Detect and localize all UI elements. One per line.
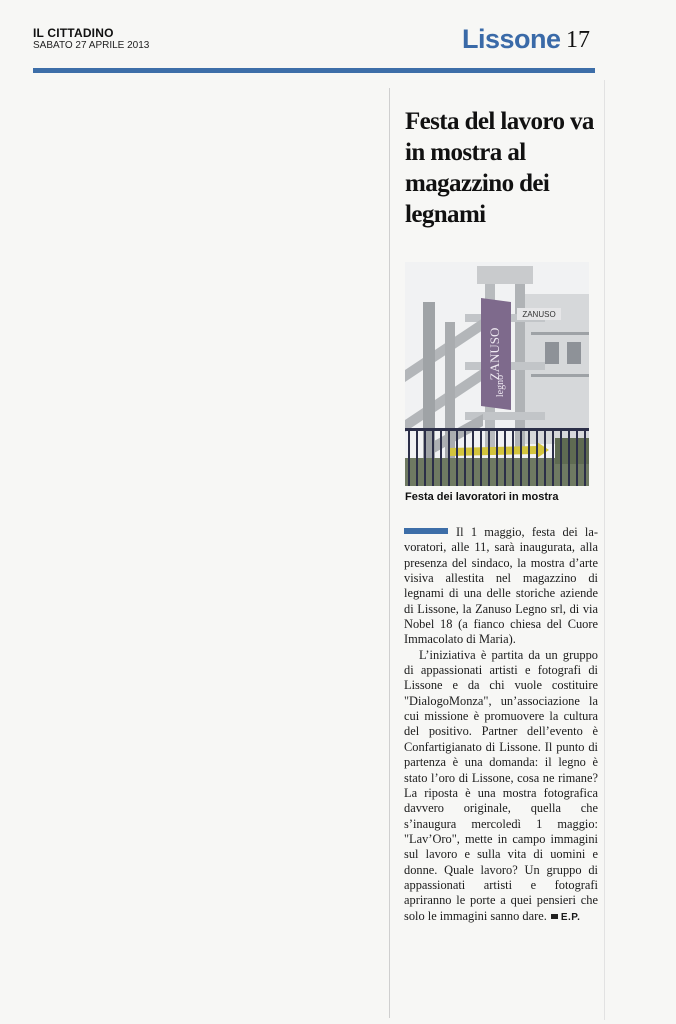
- signature-mark: [551, 914, 558, 919]
- article-paragraph-1-text: Il 1 maggio, festa dei lavoratori, alle 11, sarà inaugurata, alla presenza del sindaco, la mostra d’arte visiva allestita nel magazzino di legnami di una delle storiche aziende di Lissone, la Zanuso Legno srl, di via Nobel 18 (a fianco chiesa del Cuore Immacolato di Maria).: [404, 525, 598, 647]
- building-sign-text: ZANUSO: [522, 310, 556, 319]
- article-headline: Festa del lavoro va in mostra al magazzino dei legnami: [405, 108, 594, 228]
- banner-sign-subtext: legno: [495, 374, 506, 398]
- masthead-date: SABATO 27 APRILE 2013: [33, 40, 150, 51]
- header-rule: [33, 68, 595, 73]
- page-number: 17: [566, 27, 590, 53]
- page-edge-line: [604, 80, 605, 1020]
- lead-bar: [404, 528, 448, 534]
- article-photo: [405, 262, 589, 486]
- article-paragraph-2-text: L’iniziativa è partita da un gruppo di appassionati artisti e fotografi di Lissone e da chi vuole costituire "DialogoMonza", un’associazione la cui missione è promuovere la cultura del positivo. Partner dell’evento è Confartigianato di Lissone. Il punto di partenza è una domanda: il legno è stato l’oro di Lissone, cosa ne rimane? La riposta è una mostra fotografica davvero originale, quella che s’inaugura mercoledì 1 maggio: "Lav’Oro", mette in campo immagini sul lavoro e sulla vita di uomini e donne. Quale lavoro? Un gruppo di appassionati artisti e fotografi apriranno le porte a quei pensieri che solo le immagini sanno dare.: [404, 647, 598, 923]
- author-signature: E.P.: [560, 911, 581, 923]
- masthead-newspaper-name: IL CITTADINO: [33, 26, 114, 40]
- article-body: [404, 525, 598, 925]
- section-name: Lissone: [462, 24, 561, 54]
- banner-sign-text: ZANUSO: [487, 327, 502, 381]
- column-divider: [389, 88, 390, 1018]
- article-paragraph-2: [404, 648, 598, 925]
- photo-caption: Festa dei lavoratori in mostra: [405, 491, 559, 503]
- article-paragraph-1: [404, 525, 598, 648]
